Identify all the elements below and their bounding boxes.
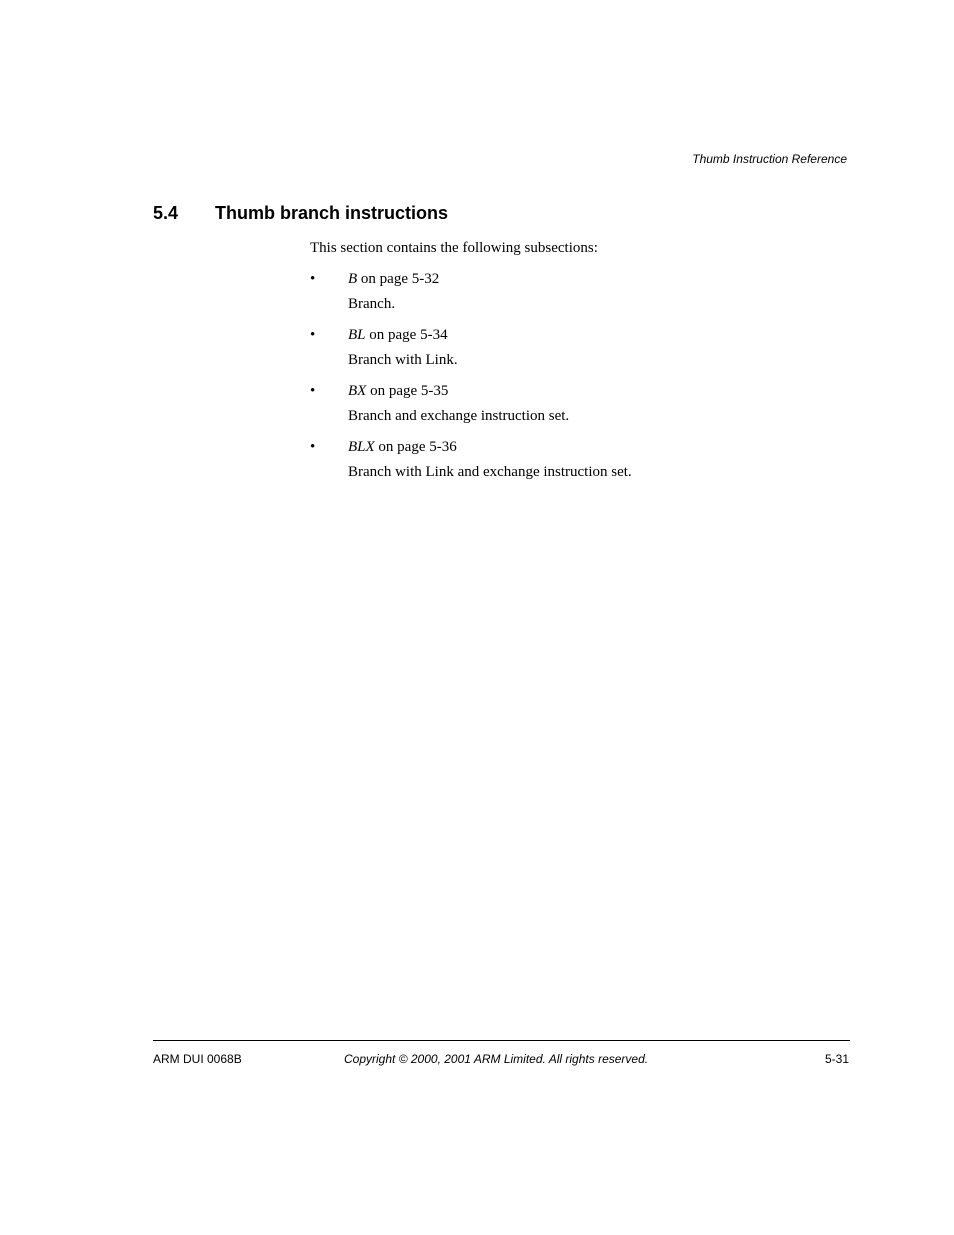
bullet-icon: • — [310, 327, 316, 343]
page-reference: on page 5-36 — [374, 439, 457, 455]
footer-page-number: 5-31 — [824, 1052, 849, 1066]
page-reference: on page 5-35 — [366, 383, 449, 399]
instruction-name: BX — [348, 383, 367, 399]
page-reference: on page 5-32 — [357, 271, 440, 287]
section-number: 5.4 — [153, 203, 179, 223]
instruction-name: BL — [348, 327, 366, 343]
footer-doc-id: ARM DUI 0068B — [153, 1052, 242, 1066]
subsection-description: Branch with Link. — [348, 352, 458, 368]
subsection-description: Branch. — [348, 296, 396, 312]
section-intro: This section contains the following subsections: — [310, 240, 598, 256]
running-header: Thumb Instruction Reference — [692, 152, 847, 166]
subsection-link[interactable] — [348, 327, 448, 344]
instruction-name: BLX — [348, 439, 375, 455]
bullet-icon: • — [310, 271, 316, 287]
subsection-description: Branch and exchange instruction set. — [348, 408, 570, 424]
instruction-name: B — [348, 271, 358, 287]
section-title: Thumb branch instructions — [215, 203, 449, 223]
footer-divider — [153, 1040, 850, 1041]
subsection-link[interactable] — [348, 439, 457, 456]
page-reference: on page 5-34 — [365, 327, 448, 343]
section-heading — [153, 203, 448, 224]
subsection-link[interactable] — [348, 383, 448, 400]
subsection-link[interactable] — [348, 271, 439, 288]
footer-copyright: Copyright © 2000, 2001 ARM Limited. All rights reserved. — [344, 1052, 649, 1066]
bullet-icon: • — [310, 439, 316, 455]
bullet-icon: • — [310, 383, 316, 399]
subsection-description: Branch with Link and exchange instruction set. — [348, 464, 632, 480]
